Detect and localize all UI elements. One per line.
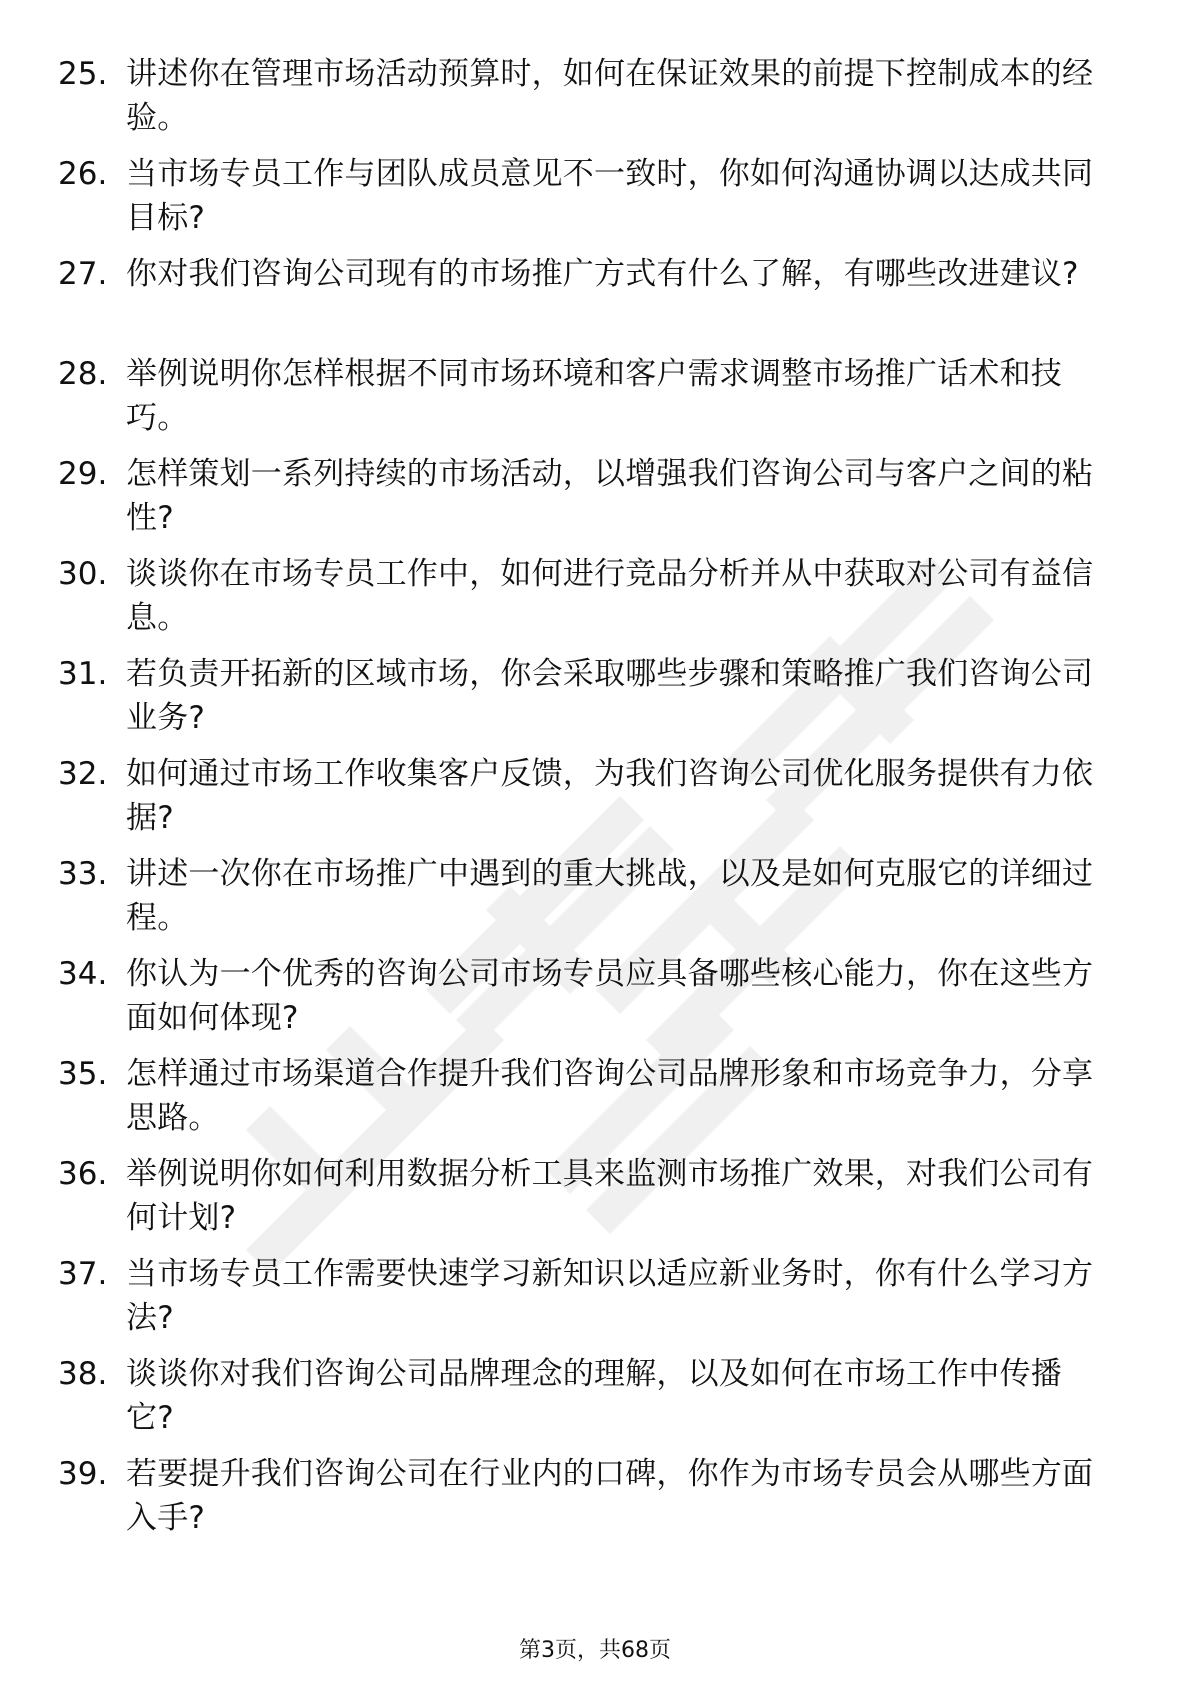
question-text: 如何通过市场工作收集客户反馈，为我们咨询公司优化服务提供有力依据? xyxy=(126,756,1094,836)
question-item xyxy=(58,1052,1108,1152)
question-number: 38. xyxy=(58,1356,108,1392)
question-item xyxy=(58,52,1108,152)
question-number: 30. xyxy=(58,556,108,592)
question-number: 25. xyxy=(58,56,108,92)
question-list xyxy=(58,52,1108,1552)
question-item xyxy=(58,952,1108,1052)
question-number: 39. xyxy=(58,1456,108,1492)
question-item xyxy=(58,252,1108,352)
question-item xyxy=(58,452,1108,552)
question-number: 36. xyxy=(58,1156,108,1192)
question-text: 讲述一次你在市场推广中遇到的重大挑战，以及是如何克服它的详细过程。 xyxy=(126,856,1094,936)
question-number: 28. xyxy=(58,356,108,392)
question-text: 怎样策划一系列持续的市场活动，以增强我们咨询公司与客户之间的粘性? xyxy=(126,456,1094,536)
question-number: 33. xyxy=(58,856,108,892)
question-text: 若负责开拓新的区域市场，你会采取哪些步骤和策略推广我们咨询公司业务? xyxy=(126,656,1094,736)
question-text: 讲述你在管理市场活动预算时，如何在保证效果的前提下控制成本的经验。 xyxy=(126,56,1094,136)
question-item xyxy=(58,852,1108,952)
question-text: 怎样通过市场渠道合作提升我们咨询公司品牌形象和市场竞争力，分享思路。 xyxy=(126,1056,1094,1136)
question-number: 37. xyxy=(58,1256,108,1292)
page-footer: 第3页，共68页 xyxy=(519,1638,671,1663)
question-number: 26. xyxy=(58,156,108,192)
question-item xyxy=(58,1252,1108,1352)
question-text: 你对我们咨询公司现有的市场推广方式有什么了解，有哪些改进建议? xyxy=(126,256,1079,292)
question-item xyxy=(58,1152,1108,1252)
question-item xyxy=(58,1452,1108,1552)
question-number: 34. xyxy=(58,956,108,992)
question-text: 当市场专员工作与团队成员意见不一致时，你如何沟通协调以达成共同目标? xyxy=(126,156,1094,236)
question-text: 举例说明你怎样根据不同市场环境和客户需求调整市场推广话术和技巧。 xyxy=(126,356,1062,436)
question-number: 32. xyxy=(58,756,108,792)
question-item xyxy=(58,552,1108,652)
question-text: 当市场专员工作需要快速学习新知识以适应新业务时，你有什么学习方法? xyxy=(126,1256,1094,1336)
question-number: 29. xyxy=(58,456,108,492)
question-number: 31. xyxy=(58,656,108,692)
question-number: 27. xyxy=(58,256,108,292)
question-text: 你认为一个优秀的咨询公司市场专员应具备哪些核心能力，你在这些方面如何体现? xyxy=(126,956,1094,1036)
question-number: 35. xyxy=(58,1056,108,1092)
question-item xyxy=(58,652,1108,752)
question-text: 谈谈你对我们咨询公司品牌理念的理解，以及如何在市场工作中传播它? xyxy=(126,1356,1062,1436)
question-text: 若要提升我们咨询公司在行业内的口碑，你作为市场专员会从哪些方面入手? xyxy=(126,1456,1094,1536)
question-item xyxy=(58,752,1108,852)
question-item xyxy=(58,352,1108,452)
question-item xyxy=(58,152,1108,252)
question-text: 谈谈你在市场专员工作中，如何进行竞品分析并从中获取对公司有益信息。 xyxy=(126,556,1094,636)
question-item xyxy=(58,1352,1108,1452)
question-text: 举例说明你如何利用数据分析工具来监测市场推广效果，对我们公司有何计划? xyxy=(126,1156,1094,1236)
